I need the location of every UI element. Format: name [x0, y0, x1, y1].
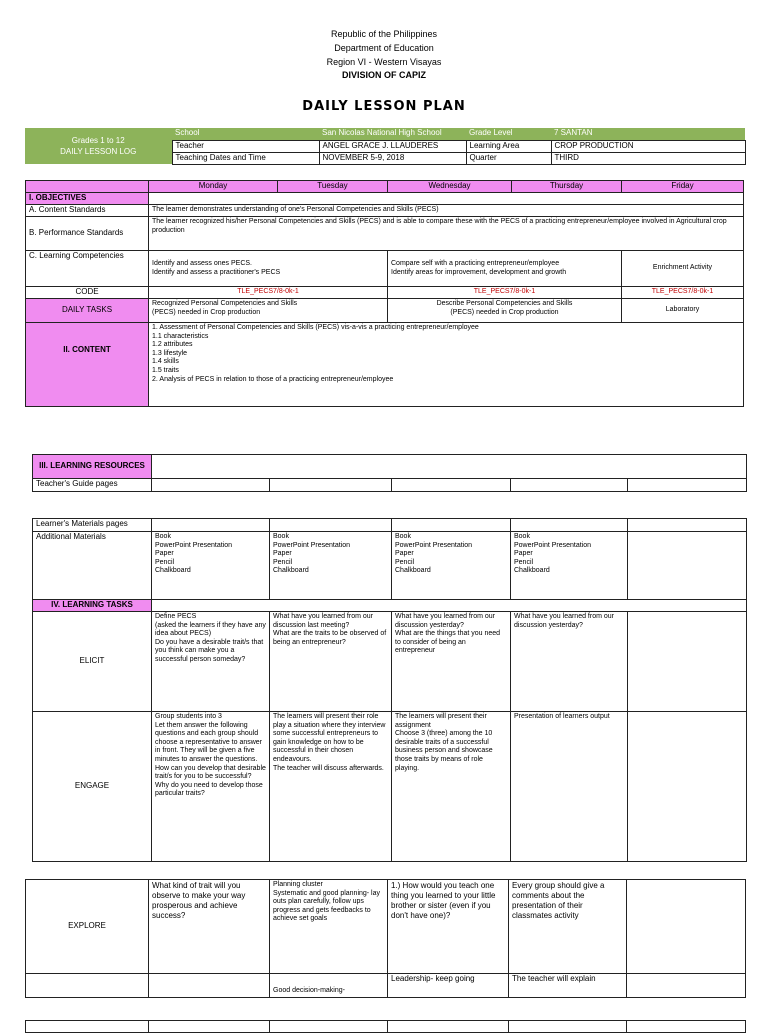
explore2-mon [149, 974, 270, 998]
explore-thu: Every group should give a comments about the presentation of their classmates activity [509, 880, 627, 974]
header-department: Department of Education [334, 43, 434, 53]
explore2-thu: The teacher will explain [509, 974, 627, 998]
explore-fri [627, 880, 746, 974]
elicit-tue: What have you learned from our discussion last meeting? What are the traits to be observed of being an entrepreneur? [270, 612, 392, 712]
lm-wed [392, 519, 511, 532]
learning-tasks-cell [152, 600, 747, 612]
task-friday: Laboratory [622, 299, 744, 323]
lc-label: C. Learning Competencies [26, 251, 149, 287]
content-std-label: A. Content Standards [26, 205, 149, 217]
task-wednesday: Describe Personal Competencies and Skills (PECS) needed in Crop production [388, 299, 622, 323]
task-monday: Recognized Personal Competencies and Skills (PECS) needed in Crop production [149, 299, 388, 323]
page-title: DAILY LESSON PLAN [302, 99, 466, 114]
elicit-thu: What have you learned from our discussion yesterday? [511, 612, 628, 712]
explore-table [25, 879, 746, 998]
school-label: School [172, 128, 319, 140]
tg-tue [270, 479, 392, 492]
explore-wed: 1.) How would you teach one thing you learned to your little brother or sister (even if you don't have one)? [388, 880, 509, 974]
lc-wednesday: Compare self with a practicing entrepreneur/employee Identify areas for improvement, development and growth [388, 251, 622, 287]
materials-tue: Book PowerPoint Presentation Paper Pencil Chalkboard [270, 532, 392, 600]
engage-thu: Presentation of learners output [511, 712, 628, 862]
materials-mon: Book PowerPoint Presentation Paper Pencil Chalkboard [152, 532, 270, 600]
engage-wed: The learners will present their assignment Choose 3 (three) among the 10 desirable traits of a successful business person and showcase those traits by means of role playing. [392, 712, 511, 862]
explore2-tue: Good decision-making- [270, 974, 388, 998]
explore-mon: What kind of trait will you observe to make your way prosperous and achieve success? [149, 880, 270, 974]
explore-label: EXPLORE [26, 880, 149, 974]
materials-wed: Book PowerPoint Presentation Paper Pencil Chalkboard [392, 532, 511, 600]
dll-label: DAILY LESSON LOG [60, 147, 137, 156]
quarter-value: THIRD [551, 152, 745, 164]
lc-monday: Identify and assess ones PECS. Identify and assess a practitioner's PECS [149, 251, 388, 287]
elicit-mon: Define PECS (asked the learners if they have any idea about PECS) Do you have a desirable trait/s that you think can make you a successful person someday? [152, 612, 270, 712]
header-division: DIVISION OF CAPIZ [341, 70, 426, 80]
perf-std: The learner recognized his/her Personal Competencies and Skills (PECS) and is able to compare these with the PECS of a practicing entrepreneur/employee involved in Agricultural crop production [149, 217, 744, 251]
tasks-table [32, 518, 747, 862]
code-monday: TLE_PECS7/8-0k-1 [149, 287, 388, 299]
lm-thu [511, 519, 628, 532]
info-left [25, 128, 172, 164]
area-value: CROP PRODUCTION [551, 140, 745, 152]
day-tuesday: Tuesday [278, 181, 388, 193]
grades-label: Grades 1 to 12 [71, 136, 125, 145]
tg-mon [152, 479, 270, 492]
materials-fri [628, 532, 747, 600]
objectives-cell [149, 193, 744, 205]
elicit-wed: What have you learned from our discussion yesterday? What are the things that you need to consider of being an entrepreneur [392, 612, 511, 712]
explore2-wed: Leadership- keep going [388, 974, 509, 998]
day-friday: Friday [622, 181, 744, 193]
resources-cell [152, 455, 747, 479]
content-body: 1. Assessment of Personal Competencies and Skills (PECS) vis-a-vis a practicing entrepreneur/employee 1.1 characteristics 1.2 attributes 1.3 lifestyle 1.4 skills 1.5 traits 2. Analysis of PECS in relation to those of a practicing entrepreneur/employee [149, 323, 744, 407]
day-header-blank [26, 181, 149, 193]
engage-mon: Group students into 3 Let them answer the following questions and each group should choose a representative to answer in front. They will be given a five minutes to answer the questions. How can you develop that desirable trait/s for you to be successful? Why do you need to develop those particular traits? [152, 712, 270, 862]
bottom-fri [627, 1021, 746, 1033]
resources-label: III. LEARNING RESOURCES [33, 455, 152, 479]
tg-wed [392, 479, 511, 492]
bottom-mon [149, 1021, 270, 1033]
engage-label: ENGAGE [33, 712, 152, 862]
perf-std-label: B. Performance Standards [26, 217, 149, 251]
objectives-label: I. OBJECTIVES [26, 193, 149, 205]
bottom-thu [509, 1021, 627, 1033]
lm-tue [270, 519, 392, 532]
quarter-label: Quarter [466, 152, 551, 164]
grade-value: 7 SANTAN [551, 128, 745, 140]
objectives-table [25, 180, 744, 407]
day-wednesday: Wednesday [388, 181, 512, 193]
tg-fri [628, 479, 747, 492]
dates-value: NOVEMBER 5-9, 2018 [319, 152, 466, 164]
area-label: Learning Area [466, 140, 551, 152]
day-thursday: Thursday [512, 181, 622, 193]
tg-thu [511, 479, 628, 492]
teacher-value: ANGEL GRACE J. LLAUDERES [319, 140, 466, 152]
add-label: Additional Materials [33, 532, 152, 600]
day-monday: Monday [149, 181, 278, 193]
header-republic: Republic of the Philippines [330, 29, 438, 39]
elicit-fri [628, 612, 747, 712]
code-friday: TLE_PECS7/8-0k-1 [622, 287, 744, 299]
lm-mon [152, 519, 270, 532]
tasks-label: DAILY TASKS [26, 299, 149, 323]
bottom-tue [270, 1021, 388, 1033]
materials-thu: Book PowerPoint Presentation Paper Pencil Chalkboard [511, 532, 628, 600]
lm-label: Learner's Materials pages [33, 519, 152, 532]
elicit-label: ELICIT [33, 612, 152, 712]
grade-label: Grade Level [466, 128, 551, 140]
tg-label: Teacher's Guide pages [33, 479, 152, 492]
content-label: II. CONTENT [26, 323, 149, 407]
engage-fri [628, 712, 747, 862]
info-table [25, 128, 746, 165]
lc-friday: Enrichment Activity [622, 251, 744, 287]
dates-label: Teaching Dates and Time [172, 152, 319, 164]
explore2-label [26, 974, 149, 998]
code-label: CODE [26, 287, 149, 299]
bottom-label [26, 1021, 149, 1033]
resources-table [32, 454, 747, 492]
teacher-label: Teacher [172, 140, 319, 152]
bottom-table [25, 1020, 746, 1033]
explore2-fri [627, 974, 746, 998]
header-region: Region VI - Western Visayas [326, 57, 442, 67]
lm-fri [628, 519, 747, 532]
engage-tue: The learners will present their role play a situation where they interview some successful entrepreneurs to gain knowledge on how to be successful in their chosen endeavours. The teacher will discuss afterwards. [270, 712, 392, 862]
bottom-wed [388, 1021, 509, 1033]
content-std: The learner demonstrates understanding of one's Personal Competencies and Skills (PECS) [149, 205, 744, 217]
explore-tue: Planning cluster Systematic and good planning- lay outs plan carefully, follow ups progress and gets feedbacks to achieve set goals [270, 880, 388, 974]
school-value: San Nicolas National High School [319, 128, 466, 140]
learning-tasks-label: IV. LEARNING TASKS [33, 600, 152, 612]
code-wednesday: TLE_PECS7/8-0k-1 [388, 287, 622, 299]
